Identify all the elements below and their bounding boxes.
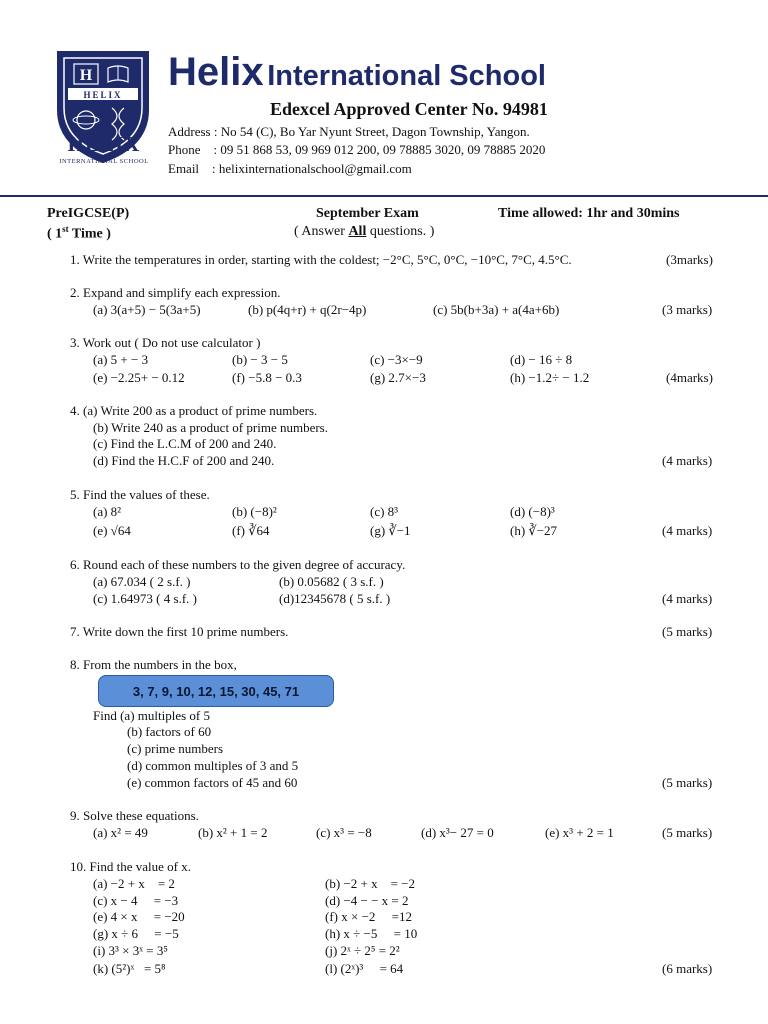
q3-text: 3. Work out ( Do not use calculator ) bbox=[70, 335, 261, 350]
email-line: Email : helixinternationalschool@gmail.com bbox=[168, 161, 412, 176]
svg-text:HELIX: HELIX bbox=[83, 90, 123, 100]
q10-k: (k) (5²)ˣ = 5⁸ bbox=[93, 961, 166, 976]
q2-text: 2. Expand and simplify each expression. bbox=[70, 285, 281, 300]
course-label: PreIGCSE(P) bbox=[47, 206, 130, 221]
q9-marks: (5 marks) bbox=[662, 825, 713, 840]
q8-e: (e) common factors of 45 and 60 bbox=[127, 775, 298, 790]
q6-marks: (4 marks) bbox=[662, 591, 713, 606]
q8-b: (b) factors of 60 bbox=[127, 724, 212, 739]
q1-text: 1. Write the temperatures in order, starting with the coldest; −2°C, 5°C, 0°C, −10°C, 7°C, 4.5°C. bbox=[70, 252, 572, 267]
q9-d: (d) x³− 27 = 0 bbox=[421, 825, 494, 840]
svg-text:H: H bbox=[79, 67, 93, 84]
q4-a: 4. (a) Write 200 as a product of prime numbers. bbox=[70, 403, 318, 418]
q2-b: (b) p(4q+r) + q(2r−4p) bbox=[248, 302, 367, 317]
q8-d: (d) common multiples of 3 and 5 bbox=[127, 758, 299, 773]
q5-text: 5. Find the values of these. bbox=[70, 487, 210, 502]
q2-a: (a) 3(a+5) − 5(3a+5) bbox=[93, 302, 201, 317]
q6-a: (a) 67.034 ( 2 s.f. ) bbox=[93, 574, 191, 589]
q4-d: (d) Find the H.C.F of 200 and 240. bbox=[93, 453, 275, 468]
q9-b: (b) x² + 1 = 2 bbox=[198, 825, 268, 840]
logo-wordmark: HELIX bbox=[67, 132, 141, 156]
answer-instruction bbox=[294, 224, 434, 240]
q5-f: (f) ∛64 bbox=[232, 523, 270, 538]
phone-line: Phone : 09 51 868 53, 09 969 012 200, 09 78885 3020, 09 78885 2020 bbox=[168, 142, 546, 157]
q4-marks: (4 marks) bbox=[662, 453, 713, 468]
q3-marks: (4marks) bbox=[666, 370, 713, 385]
q8-c: (c) prime numbers bbox=[127, 741, 224, 756]
exam-title: September Exam bbox=[316, 206, 419, 221]
answer-suffix: questions. ) bbox=[366, 224, 435, 239]
q5-c: (c) 8³ bbox=[370, 504, 399, 519]
q3-b: (b) − 3 − 5 bbox=[232, 352, 288, 367]
q6-text: 6. Round each of these numbers to the given degree of accuracy. bbox=[70, 557, 406, 572]
number-box: 3, 7, 9, 10, 12, 15, 30, 45, 71 bbox=[98, 675, 334, 707]
q8-marks: (5 marks) bbox=[662, 775, 713, 790]
q3-d: (d) − 16 ÷ 8 bbox=[510, 352, 573, 367]
q10-a: (a) −2 + x = 2 bbox=[93, 876, 175, 891]
time-allowed: Time allowed: 1hr and 30mins bbox=[498, 206, 680, 221]
q6-c: (c) 1.64973 ( 4 s.f. ) bbox=[93, 591, 197, 606]
q5-marks: (4 marks) bbox=[662, 523, 713, 538]
q10-g: (g) x ÷ 6 = −5 bbox=[93, 926, 179, 941]
q7-text: 7. Write down the first 10 prime numbers. bbox=[70, 624, 289, 639]
q1-marks: (3marks) bbox=[666, 252, 713, 267]
q10-j: (j) 2ˣ ÷ 2⁵ = 2² bbox=[325, 943, 400, 958]
header-divider bbox=[0, 195, 768, 197]
q2-c: (c) 5b(b+3a) + a(4a+6b) bbox=[433, 302, 560, 317]
q10-i: (i) 3³ × 3ˣ = 3⁵ bbox=[93, 943, 168, 958]
center-number: Edexcel Approved Center No. 94981 bbox=[270, 99, 548, 119]
q6-d: (d)12345678 ( 5 s.f. ) bbox=[279, 591, 391, 606]
school-name-rest: International School bbox=[267, 60, 546, 92]
q10-f: (f) x × −2 =12 bbox=[325, 909, 412, 924]
q6-b: (b) 0.05682 ( 3 s.f. ) bbox=[279, 574, 384, 589]
q10-e: (e) 4 × x = −20 bbox=[93, 909, 185, 924]
school-name bbox=[168, 50, 546, 95]
q5-g: (g) ∛−1 bbox=[370, 523, 411, 538]
q5-e: (e) √64 bbox=[93, 523, 131, 538]
q10-c: (c) x − 4 = −3 bbox=[93, 893, 179, 908]
q2-marks: (3 marks) bbox=[662, 302, 713, 317]
attempt-suffix: Time ) bbox=[68, 226, 111, 242]
answer-all: All bbox=[348, 224, 367, 239]
logo-subtitle: INTERNATIONAL SCHOOL bbox=[59, 158, 149, 165]
q5-h: (h) ∛−27 bbox=[510, 523, 558, 538]
q10-b: (b) −2 + x = −2 bbox=[325, 876, 415, 891]
q10-d: (d) −4 − − x = 2 bbox=[325, 893, 409, 908]
q10-l: (l) (2ˣ)³ = 64 bbox=[325, 961, 404, 976]
q9-text: 9. Solve these equations. bbox=[70, 808, 199, 823]
q3-f: (f) −5.8 − 0.3 bbox=[232, 370, 302, 385]
attempt-sup: st bbox=[62, 224, 69, 234]
q5-d: (d) (−8)³ bbox=[510, 504, 555, 519]
q3-e: (e) −2.25+ − 0.12 bbox=[93, 370, 185, 385]
q8-text: 8. From the numbers in the box, bbox=[70, 657, 237, 672]
q5-a: (a) 8² bbox=[93, 504, 122, 519]
attempt-prefix: ( 1 bbox=[47, 226, 63, 242]
q3-c: (c) −3×−9 bbox=[370, 352, 423, 367]
q3-a: (a) 5 + − 3 bbox=[93, 352, 149, 367]
attempt-label bbox=[47, 224, 111, 243]
q9-e: (e) x³ + 2 = 1 bbox=[545, 825, 614, 840]
q10-marks: (6 marks) bbox=[662, 961, 713, 976]
q4-c: (c) Find the L.C.M of 200 and 240. bbox=[93, 436, 277, 451]
q9-c: (c) x³ = −8 bbox=[316, 825, 372, 840]
answer-prefix: ( Answer bbox=[294, 224, 349, 239]
q10-text: 10. Find the value of x. bbox=[70, 859, 191, 874]
q10-h: (h) x ÷ −5 = 10 bbox=[325, 926, 418, 941]
q3-g: (g) 2.7×−3 bbox=[370, 370, 426, 385]
school-name-main: Helix bbox=[168, 50, 264, 94]
q5-b: (b) (−8)² bbox=[232, 504, 277, 519]
q8-a: Find (a) multiples of 5 bbox=[93, 708, 210, 723]
q7-marks: (5 marks) bbox=[662, 624, 713, 639]
q4-b: (b) Write 240 as a product of prime numbers. bbox=[93, 420, 328, 435]
q9-a: (a) x² = 49 bbox=[93, 825, 148, 840]
q3-h: (h) −1.2÷ − 1.2 bbox=[510, 370, 590, 385]
address-line: Address : No 54 (C), Bo Yar Nyunt Street, Dagon Township, Yangon. bbox=[168, 124, 530, 139]
